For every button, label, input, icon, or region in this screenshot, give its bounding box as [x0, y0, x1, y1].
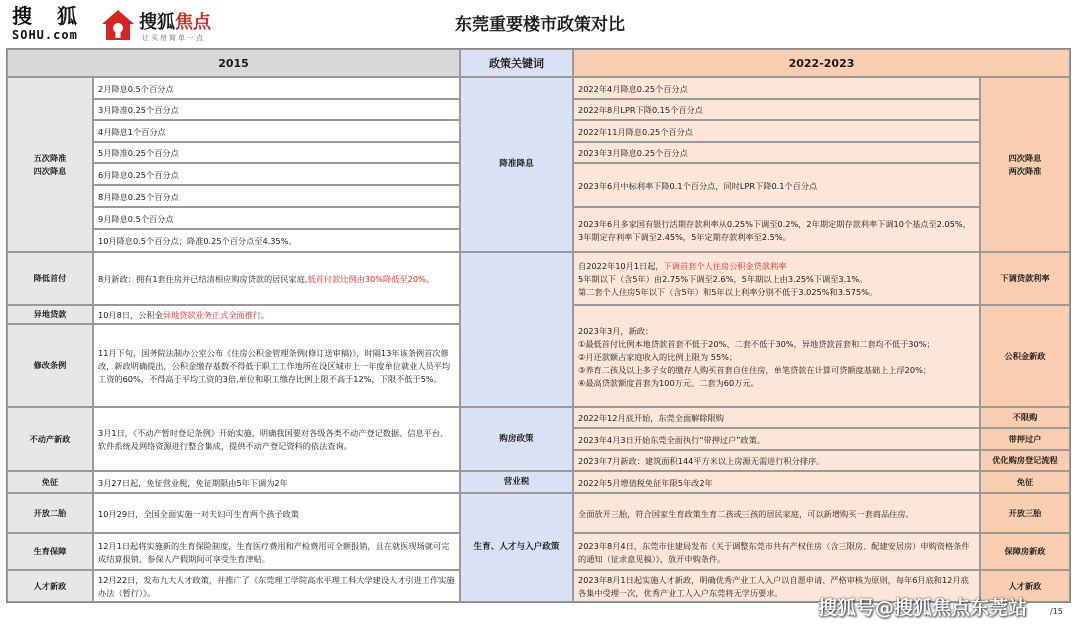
down-payment-text: [93, 252, 460, 305]
revise-line: ④最高贷款额度首套为100万元、二套为60万元。: [578, 377, 759, 388]
keyword-tax: 营业税: [460, 471, 573, 493]
keyword-birth: 生育、人才与入户政策: [460, 493, 573, 602]
left-item: 8月降息0.25个百分点: [93, 185, 460, 207]
talent-right-label: 人才新政: [980, 570, 1070, 602]
right-dp-c: 第二套个人住房5年以下（含5年）和5年以上利率分别不低于3.025%和3.575%。: [578, 287, 878, 297]
right-dp-b: 5年期以下（含5年）由2.75%下调至2.6%，5年期以上由3.25%下调至3.1%。: [578, 274, 868, 284]
birth-right-text: 全面放开三胎，符合国家生育政策生育二孩或三孩的居民家庭，可以新增购买一套商品住房。: [573, 493, 980, 533]
right-revise: [573, 305, 980, 407]
registration-text: 3月1日，《不动产暂时登记条例》开始实施，明确我国要对各级各类不动产登记数据、信息平台、软件系统及网络资源进行整合集成，提供不动产登记资料的依法查询。: [93, 407, 460, 471]
right-dp-red: 下调首套个人住房公积金贷款利率: [663, 261, 787, 271]
right-item: 2022年8月LPR下降0.15个百分点: [573, 99, 980, 120]
brand-black: 搜狐: [139, 12, 175, 33]
purchase-item: 2022年12月底开始，东莞全面解除限购: [573, 407, 980, 428]
revise-line: ③养育二孩及以上多子女的缴存人购买首套自住住房，单笔贷款在计算可贷额度基础上上浮20%；: [578, 364, 932, 375]
page-title: 东莞重要楼市政策对比: [455, 15, 625, 35]
right-dp-a: 自2022年10月1日起，: [578, 261, 664, 271]
insurance-text: 12月1日起将实施新的生育保险制度，生育医疗费用和产检费用可全额报销，且在就医现场就可完成结算报销，参保人产假期间可享受生育津贴。: [93, 533, 460, 570]
keyword-fund: [460, 252, 573, 407]
revise-line: 2023年3月，新政：: [578, 325, 654, 336]
remote-loan-text-b: 。: [261, 310, 270, 320]
page-number: /15: [1050, 607, 1063, 616]
birth-text: 10月29日，全国全面实施一对夫妇可生育两个孩子政策: [93, 493, 460, 533]
keyword-rate: 降准降息: [460, 77, 573, 252]
policy-table: [6, 48, 1071, 603]
sohu-logo: [12, 5, 96, 45]
down-payment-text-b: 。: [425, 274, 435, 284]
tax-text: 3月27日起，免征营业税，免征期限由5年下调为2年: [93, 471, 460, 493]
header: [0, 0, 1080, 48]
tax-right-label: 免征: [980, 471, 1070, 493]
slogan: 让买房简单一点: [142, 34, 205, 42]
left-item: 9月降息0.5个百分点: [93, 207, 460, 229]
brand-name: [139, 8, 211, 34]
purchase-label: 不限购: [980, 407, 1070, 428]
birth-right-label: 开放三胎: [980, 493, 1070, 533]
left-item: 10月降息0.5个百分点；降准0.25个百分点至4.35%。: [93, 229, 460, 252]
label-rate-2015: 五次降准 四次降息: [7, 77, 93, 252]
left-item: 3月降准0.25个百分点: [93, 99, 460, 120]
jiaodian-logo: [100, 6, 224, 44]
label-remote-loan: 异地贷款: [7, 305, 93, 324]
left-item: 5月降准0.25个百分点: [93, 142, 460, 163]
remote-loan-text: [93, 305, 460, 324]
revise-text: 11月下旬，国务院法制办公室公布《住房公积金管理条例(修订送审稿)》，时隔13年该条例首次修改，新政明确提出，公积金缴存基数不得低于职工工作地所在设区城市上一年度单位就业人员平均工资的60%，不得高于平均工资的3倍,单位和职工缴存比例上限不高于12%，下限不低于5%。: [93, 324, 460, 407]
purchase-label: 优化购房登记流程: [980, 450, 1070, 471]
remote-loan-text-red: 异地贷款业务正式全面推行: [162, 310, 262, 320]
right-item: 2023年6月多家国有银行活期存款利率从0.25%下调至0.2%，2年期定期存款利率下调10个基点至2.05%，3年期定存利率下调至2.45%，5年定期存款利率至2.5%。: [573, 207, 980, 252]
sohu-logo-big: 搜 狐: [12, 4, 86, 28]
revise-line: ②月还款额占家庭收入的比例上限为 55%；: [578, 351, 738, 362]
keyword-purchase: 购房政策: [460, 407, 573, 471]
right-item: 2023年6月中标利率下降0.1个百分点，同时LPR下降0.1个百分点: [573, 163, 980, 207]
talent-right-text: 2023年8月1日起实施人才新政，明确优秀产业工人入户以自愿申请、严格审核为原则，每年6月底和12月底各集中受理一次，优秀产业工人入户东莞将无学历要求。: [573, 570, 980, 602]
col-header-2022: 2022-2023: [573, 49, 1070, 77]
down-payment-text-a: 8月新政：拥有1套住房并已结清相应购房贷款的居民家庭,: [98, 274, 308, 284]
purchase-item: 2023年7月新政：建筑面积144平方米以上房源无需进行积分排序。: [573, 450, 980, 471]
right-down-payment: [573, 252, 980, 305]
left-item: 4月降息1个百分点: [93, 120, 460, 142]
house-icon: [100, 8, 136, 42]
tax-right-text: 2022年5月增值税免征年限5年改2年: [573, 471, 980, 493]
col-header-keyword: 政策关键词: [460, 49, 573, 77]
sohu-logo-small: SOHU.com: [12, 28, 78, 42]
label-talent: 人才新政: [7, 570, 93, 602]
remote-loan-text-a: 10月8日，公积金: [98, 310, 163, 320]
revise-line: ①最低首付比例本地贷款首套不低于20%、二套不低于30%，异地贷款首套和二套均不低于30%；: [578, 338, 935, 349]
right-item: 2023年3月降息0.25个百分点: [573, 142, 980, 163]
label-insurance: 生育保障: [7, 533, 93, 570]
purchase-label: 带押过户: [980, 428, 1070, 450]
insurance-right-label: 保障房新政: [980, 533, 1070, 570]
label-registration: 不动产新政: [7, 407, 93, 471]
right-item: 2022年11月降息0.25个百分点: [573, 120, 980, 142]
purchase-item: 2023年4月3日开始东莞全面执行“带押过户”政策。: [573, 428, 980, 450]
left-item: 2月降息0.5个百分点: [93, 77, 460, 99]
right-item: 2022年4月降息0.25个百分点: [573, 77, 980, 99]
talent-text: 12月22日，发布九大人才政策，并推广了《东莞理工学院高水平理工科大学建设人才引进工作实施办法（暂行）》。: [93, 570, 460, 602]
label-rate-2022: 四次降息 两次降准: [980, 77, 1070, 252]
brand-red: 焦点: [175, 12, 211, 33]
label-revise: 修改条例: [7, 324, 93, 407]
watermark: 搜狐号@搜狐焦点东莞站: [818, 597, 1028, 619]
label-down-payment: 降低首付: [7, 252, 93, 305]
insurance-right-text: 2023年8月4日，东莞市住建局发布《关于调整东莞市共有产权住房（含三限房、配建安居房）申购资格条件的通知（征求意见稿）》，放开申购条件。: [573, 533, 980, 570]
down-payment-text-red: 低首付款比例由30%降低至20%: [307, 274, 426, 284]
label-down-rate: 下调贷款利率: [980, 252, 1070, 305]
label-tax: 免征: [7, 471, 93, 493]
left-item: 6月降息0.25个百分点: [93, 163, 460, 185]
col-header-2015: 2015: [7, 49, 460, 77]
label-birth: 开放二胎: [7, 493, 93, 533]
label-fund-policy: 公积金新政: [980, 305, 1070, 407]
